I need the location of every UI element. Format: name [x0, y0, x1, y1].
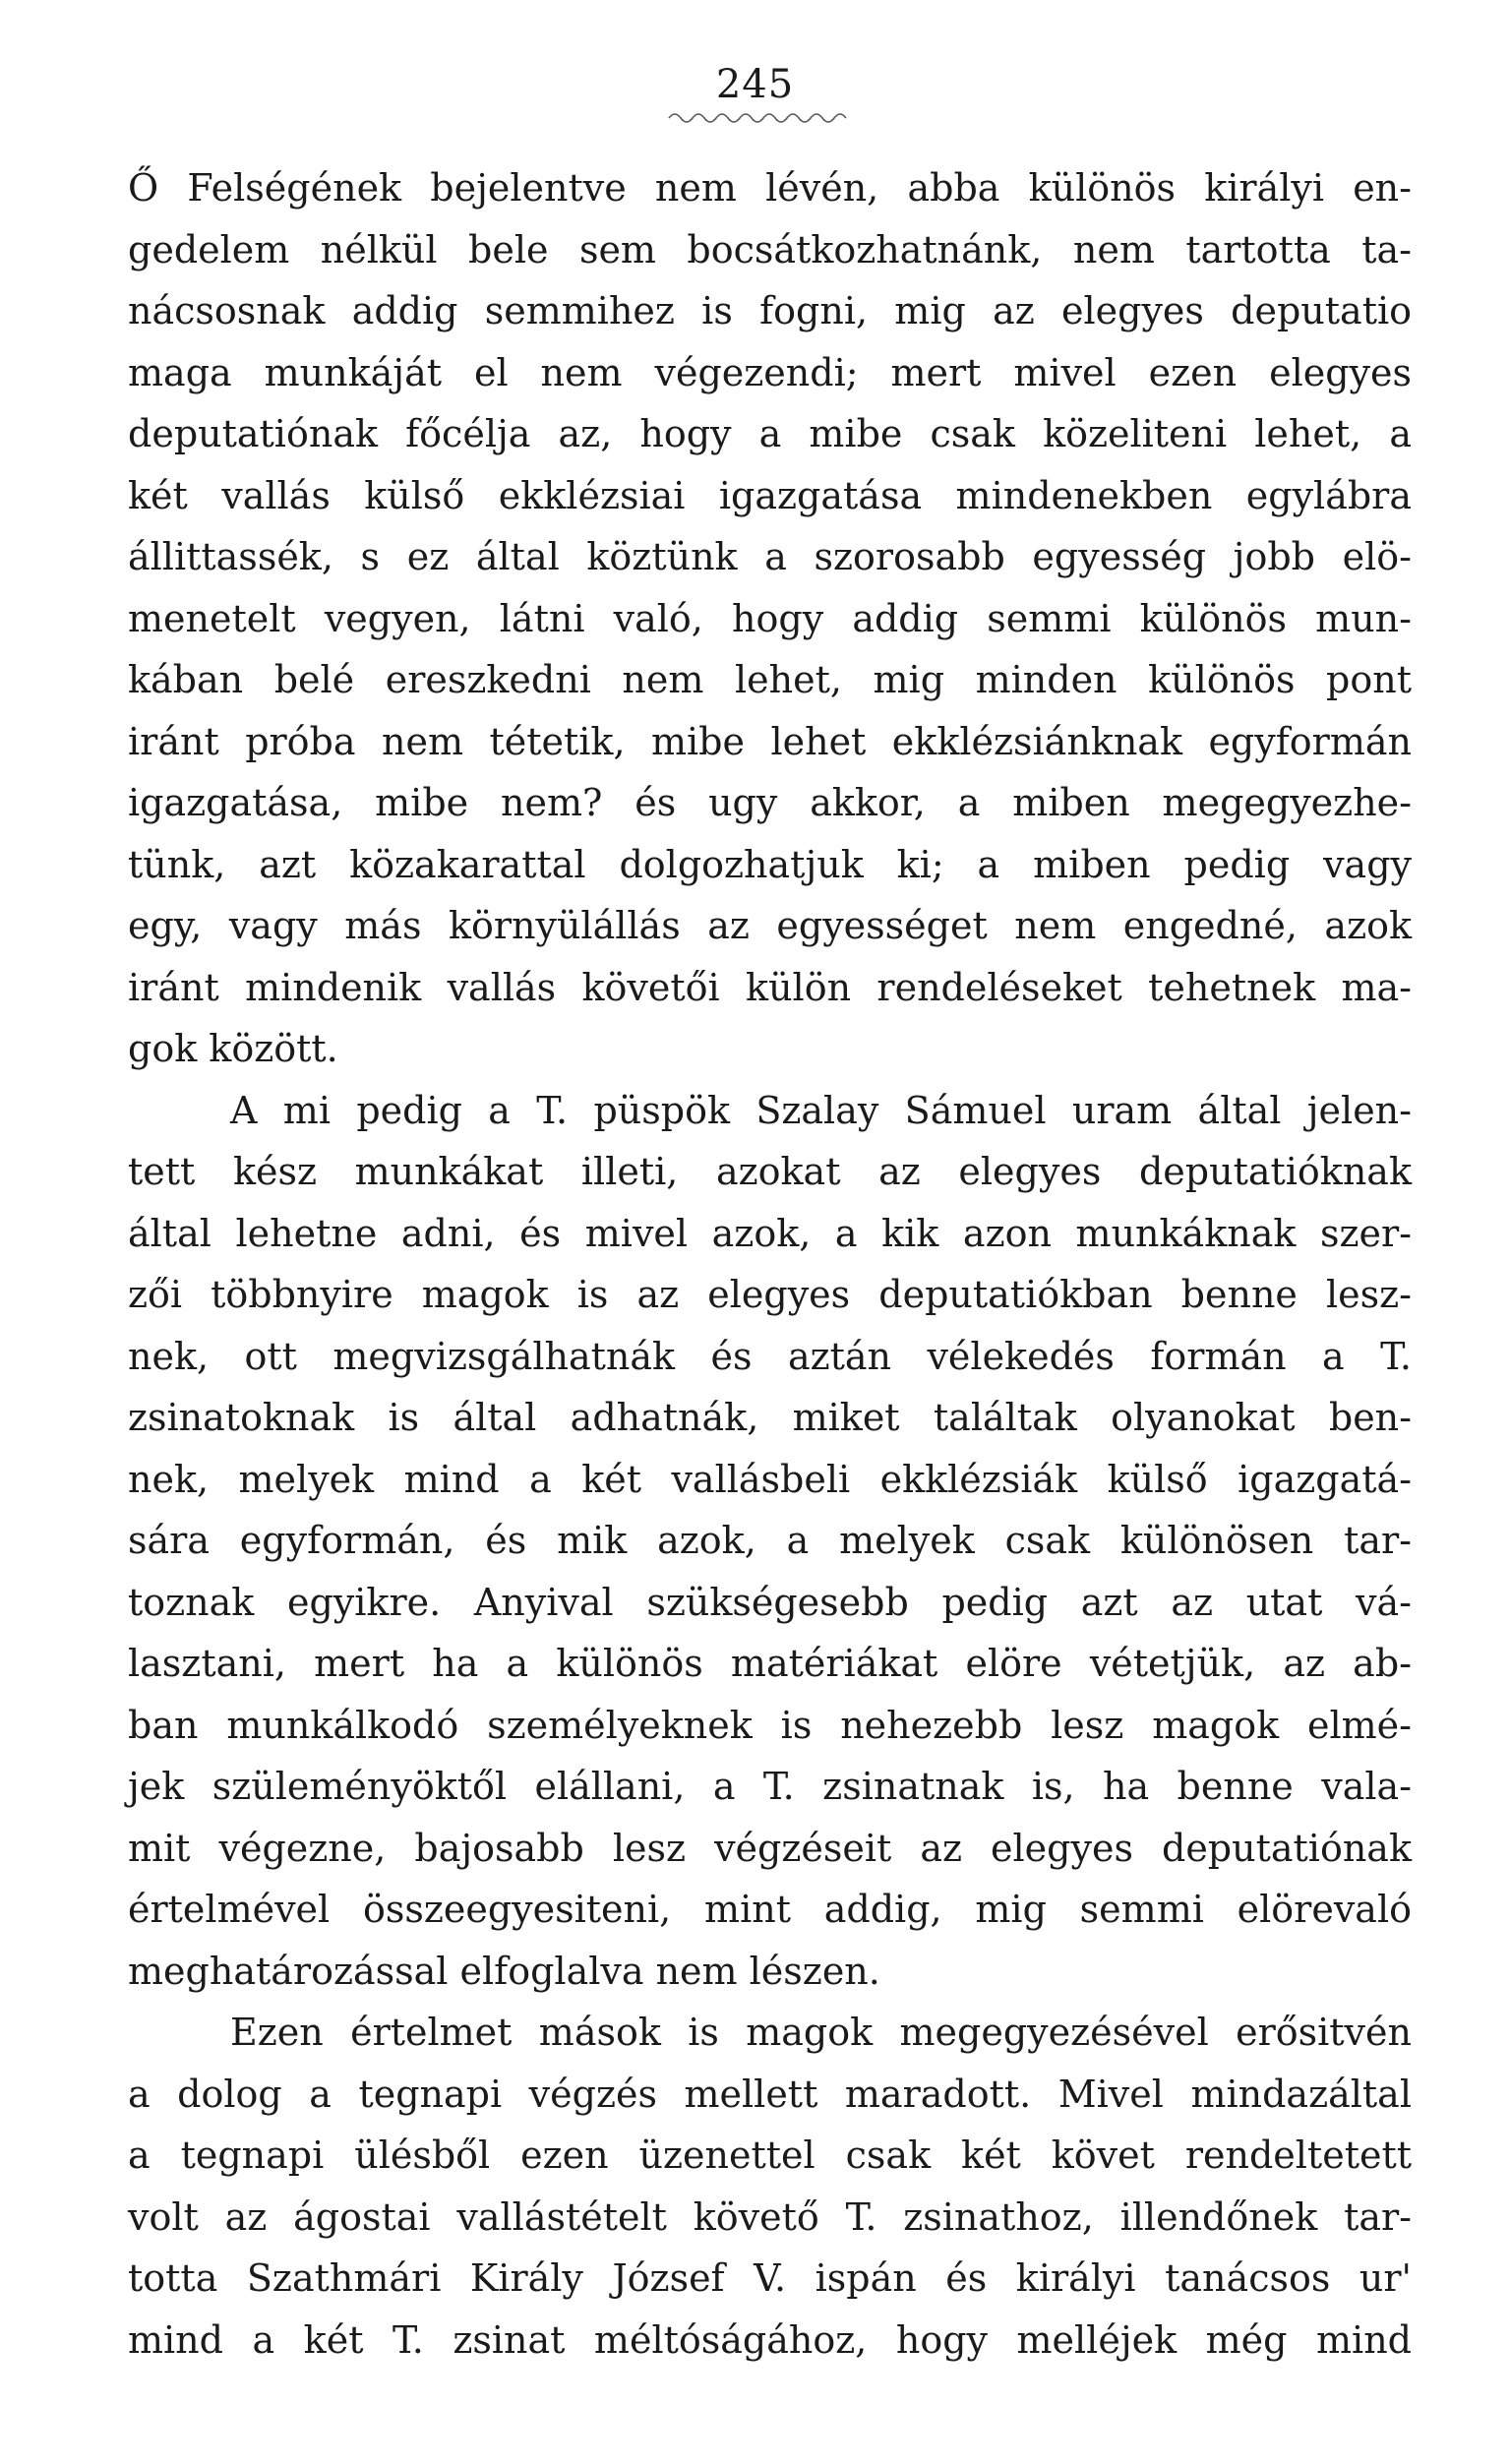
- text-line: nek, ott megvizsgálhatnák és aztán vélekedés formán a T.: [128, 1334, 1412, 1378]
- text-line: tett kész munkákat illeti, azokat az elegyes deputatióknak: [128, 1150, 1412, 1193]
- text-line: toznak egyikre. Anyival szükségesebb pedig azt az utat vá-: [128, 1580, 1412, 1624]
- text-line: maga munkáját el nem végezendi; mert mivel ezen elegyes: [128, 350, 1412, 394]
- text-line: Ő Felségének bejelentve nem lévén, abba különös királyi en-: [128, 166, 1412, 210]
- page-number: 245: [715, 62, 795, 107]
- text-line: nek, melyek mind a két vallásbeli ekklézsiák külső igazgatá-: [128, 1457, 1412, 1501]
- text-line: két vallás külső ekklézsiai igazgatása mindenekben egylábra: [128, 473, 1412, 517]
- text-line: zsinatoknak is által adhatnák, miket találtak olyanokat ben-: [128, 1396, 1412, 1439]
- text-line: sára egyformán, és mik azok, a melyek csak különösen tar-: [128, 1519, 1412, 1562]
- text-line: értelmével összeegyesiteni, mint addig, mig semmi elörevaló: [128, 1888, 1412, 1931]
- text-line: volt az ágostai vallástételt követő T. zsinathoz, illendőnek tar-: [128, 2194, 1412, 2239]
- text-line: jek szüleményöktől elállani, a T. zsinatnak is, ha benne vala-: [128, 1765, 1412, 1808]
- text-line: igazgatása, mibe nem? és ugy akkor, a miben megegyezhe-: [128, 781, 1412, 824]
- text-line: mind a két T. zsinat méltóságához, hogy melléjek még mind: [128, 2317, 1412, 2362]
- text-line: kában belé ereszkedni nem lehet, mig minden különös pont: [128, 658, 1412, 701]
- text-line: lasztani, mert ha a különös matériákat elöre vétetjük, az ab-: [128, 1642, 1412, 1685]
- text-line: gedelem nélkül bele sem bocsátkozhatnánk, nem tartotta ta-: [128, 227, 1412, 271]
- text-line: a dolog a tegnapi végzés mellett maradott. Mivel mindazáltal: [128, 2072, 1412, 2116]
- text-line: menetelt vegyen, látni való, hogy addig semmi különös mun-: [128, 596, 1412, 640]
- text-line: iránt mindenik vallás követői külön rendeléseket tehetnek ma-: [128, 965, 1412, 1009]
- text-line: nácsosnak addig semmihez is fogni, mig az elegyes deputatio: [128, 289, 1412, 332]
- text-line: iránt próba nem tétetik, mibe lehet ekklézsiánknak egyformán: [128, 719, 1412, 763]
- text-line: egy, vagy más környülállás az egyességet nem engedné, azok: [128, 904, 1412, 947]
- body-text: [128, 157, 1412, 2371]
- text-line: meghatározással elfoglalva nem lészen.: [128, 1949, 880, 1993]
- text-line: zői többnyire magok is az elegyes deputatiókban benne lesz-: [128, 1273, 1412, 1316]
- text-line: A mi pedig a T. püspök Szalay Sámuel uram által jelen-: [230, 1088, 1412, 1132]
- text-line: ban munkálkodó személyeknek is nehezebb lesz magok elmé-: [128, 1703, 1412, 1747]
- text-line: deputatiónak főcélja az, hogy a mibe csak közeliteni lehet, a: [128, 412, 1412, 455]
- text-line: a tegnapi ülésből ezen üzenettel csak két követ rendeltetett: [128, 2133, 1412, 2177]
- text-line: Ezen értelmet mások is magok megegyezésével erősitvén: [230, 2011, 1412, 2054]
- text-line: állittassék, s ez által köztünk a szorosabb egyesség jobb elö-: [128, 535, 1412, 578]
- ornament-divider: [667, 106, 864, 126]
- text-line: totta Szathmári Király József V. ispán és királyi tanácsos ur': [128, 2256, 1412, 2300]
- text-line: által lehetne adni, és mivel azok, a kik azon munkáknak szer-: [128, 1211, 1412, 1255]
- text-line: tünk, azt közakarattal dolgozhatjuk ki; a miben pedig vagy: [128, 842, 1412, 886]
- text-line: gok között.: [128, 1027, 338, 1070]
- text-line: mit végezne, bajosabb lesz végzéseit az elegyes deputatiónak: [128, 1826, 1412, 1870]
